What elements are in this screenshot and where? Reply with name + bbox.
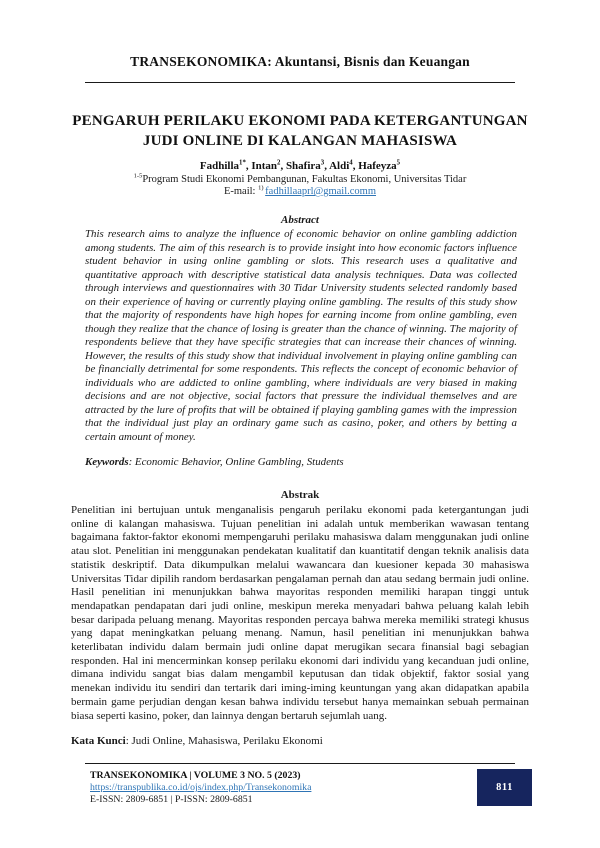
header-divider <box>85 82 515 83</box>
keywords-text: : Economic Behavior, Online Gambling, Students <box>128 456 344 468</box>
katakunci-label: Kata Kunci <box>71 735 126 748</box>
article-title-line1: PENGARUH PERILAKU EKONOMI PADA KETERGANTUNGAN <box>72 113 528 129</box>
author-separator: , <box>245 160 252 172</box>
author-name: Shafira <box>285 160 321 172</box>
katakunci-line <box>71 735 529 747</box>
abstract-en-heading: Abstract <box>281 214 319 226</box>
author-sup: 3 <box>320 159 325 167</box>
katakunci-text: : Judi Online, Mahasiswa, Perilaku Ekonomi <box>125 735 323 748</box>
author-name: Intan <box>251 160 278 172</box>
author-sup: 5 <box>396 159 401 167</box>
author-separator: , <box>280 160 286 172</box>
author-separator: , <box>352 160 359 172</box>
article-title-line2: JUDI ONLINE DI KALANGAN MAHASISWA <box>142 133 458 149</box>
author-sup: 1* <box>239 159 246 167</box>
authors-line <box>0 160 600 172</box>
author-name: Fadhilla <box>199 160 240 172</box>
email-label: E-mail: <box>223 186 259 197</box>
page-footer <box>0 763 600 806</box>
author-sup: 4 <box>349 159 353 167</box>
abstract-en-body: This research aims to analyze the influence of economic behavior on online gambling addiction among students. The aim of this research is to provide insight into how economic factors influence student behavior in using online gambling or slots. This research uses a qualitative and quantitative approach with descriptive statistical data analysis techniques. Data was collected through interviews and questionnaires with 30 Tidar University students selected randomly based on their experience of having or currently playing online gambling. The results of this study show that the majority of respondents have high hopes for earning income from online gambling, even though they realize that the chance of losing is greater than the chance of winning. The majority of respondents believe that they have specific strategies that can increase their chances of winning. However, the results of this study show that individual involvement in playing online gambling can be financially detrimental for some respondents. This reflects the concept of economic behavior of individuals who are addicted to online gambling, where individuals are very biased in making decisions and are not objective, social factors that pressure the individual themselves and are attracted by the lure of profits that will be obtained if playing gambling games with the impression that the individual just play an ordinary game such as casino, poker, and others by betting a certain amount of money. <box>85 228 517 443</box>
footer-issn-line: E-ISSN: 2809-6851 | P-ISSN: 2809-6851 <box>90 794 253 805</box>
abstract-id-heading: Abstrak <box>280 489 320 501</box>
footer-divider <box>85 763 515 764</box>
affiliation-text: Program Studi Ekonomi Pembangunan, Fakultas Ekonomi, Universitas Tidar <box>142 174 467 185</box>
author-name: Hafeyza <box>358 160 397 172</box>
abstract-id-body: Penelitian ini bertujuan untuk menganalisis pengaruh perilaku ekonomi pada ketergantungan judi online di kalangan mahasiswa. Tujuan penelitian ini adalah untuk memberikan wawasan tentang bagaimana faktor-faktor ekonomi mempengaruhi perilaku mahasiswa dalam menggunakan judi online atau slot. Penelitian ini menggunakan pendekatan kualitatif dan kuantitatif dengan teknik analisis data statistik deskriptif. Data dikumpulkan melalui wawancara dan kuesioner kepada 30 mahasiswa Universitas Tidar dipilih random berdasarkan pengalaman pernah dan atau sedang bermain judi online. Hasil penelitian ini menunjukkan bahwa mayoritas responden memiliki harapan tinggi untuk mendapatkan pendapatan dari judi online, meskipun mereka menyadari bahwa peluang kalah lebih besar daripada peluang menang. Mayoritas responden percaya bahwa mereka memiliki strategi khusus yang dapat meningkatkan peluang menang. Namun, hasil penelitian ini menunjukkan bahwa keterlibatan individu dalam bermain judi online dapat merugikan secara finansial bagi sebagian responden. Hal ini mencerminkan konsep perilaku ekonomi dari individu yang kecanduan judi online, dimana individu sangat bias dalam mengambil keputusan dan tidak objektif, faktor sosial yang menekan individu itu sendiri dan tertarik dari iming-iming keuntungan yang akan didapatkan apabila bermain game perjudian dengan kesan bahwa individu tersebut hanya memainkan sebuah permainan biasa seperti kasino, poker, dan lainnya dengan bertaruh sejumlah uang. <box>71 504 529 722</box>
email-link[interactable]: fadhillaaprl@gmail.comm <box>265 186 377 197</box>
email-sup: 1) <box>258 184 266 192</box>
keywords-line <box>85 456 505 468</box>
article-title <box>40 111 560 151</box>
email-line <box>0 186 600 197</box>
affiliation-line <box>0 174 600 185</box>
page-number-badge: 811 <box>477 769 532 806</box>
author-sup: 2 <box>277 159 281 167</box>
author-name: Aldi <box>329 160 350 172</box>
keywords-label: Keywords <box>85 456 129 468</box>
author-separator: , <box>324 160 330 172</box>
footer-journal-url-link[interactable]: https://transpublika.co.id/ojs/index.php/Transekonomika <box>90 782 312 793</box>
affiliation-sup: 1-5 <box>133 172 143 180</box>
journal-header-title: TRANSEKONOMIKA: Akuntansi, Bisnis dan Keuangan <box>130 54 470 69</box>
footer-journal-line: TRANSEKONOMIKA | VOLUME 3 NO. 5 (2023) <box>90 770 301 781</box>
